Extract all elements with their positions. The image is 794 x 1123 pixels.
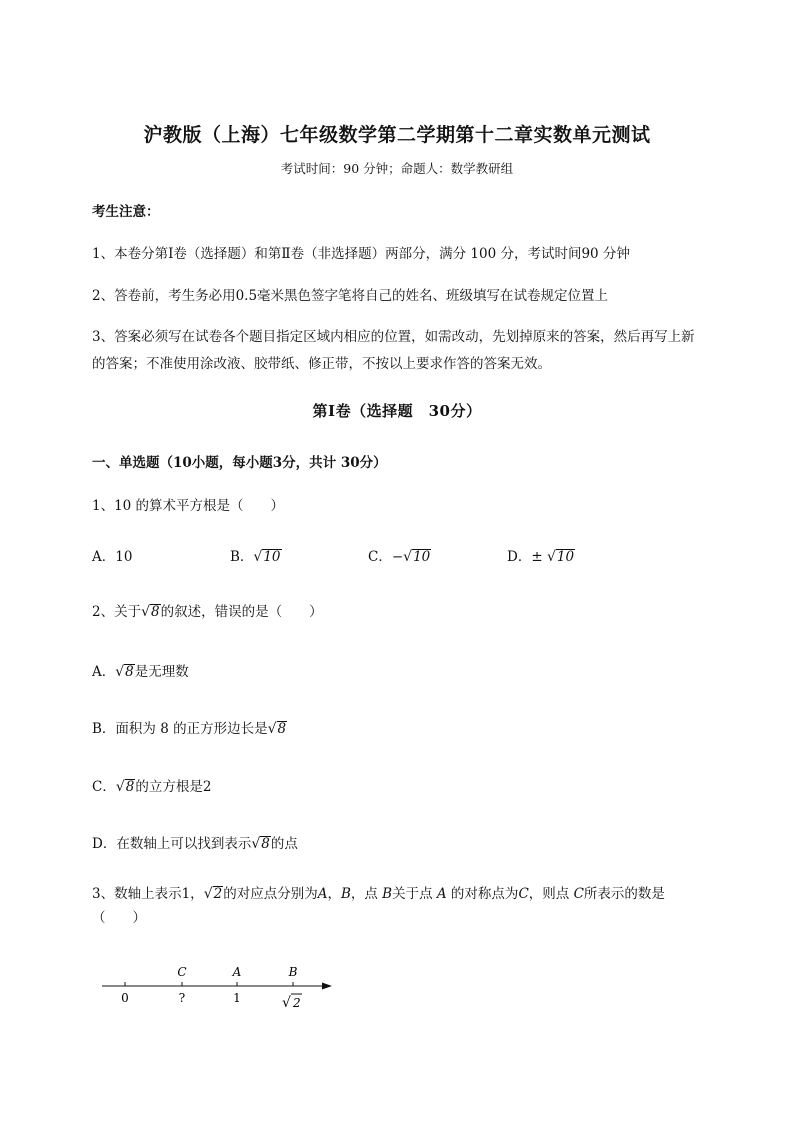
q3-answer-paren: （ ） (92, 910, 146, 926)
q2-option-c-label: C． (92, 779, 116, 795)
q3-stem-mid3: 关于点 (392, 886, 437, 902)
q1-option-c (368, 545, 431, 565)
sqrt-sign: √ (251, 836, 261, 852)
q3-stem-pre: 3、数轴上表示1， (92, 886, 204, 902)
q2-option-a-label: A． (92, 664, 116, 680)
tick-label-sqrt2 (282, 994, 302, 1011)
sqrt-sign: √ (253, 549, 263, 565)
q3-stem-end: 所表示的数是 (583, 886, 665, 902)
notice-heading: 考生注意： (92, 204, 160, 220)
tick-label-0: 0 (121, 991, 129, 1005)
arrow-head-icon (322, 983, 332, 990)
q3-stem-mid1: 的对应点分别为 (223, 886, 318, 902)
q1-option-b (230, 545, 282, 565)
q1-option-a-text: 10 (115, 549, 133, 565)
q2-option-b-text: B．面积为 8 的正方形边长是 (92, 721, 268, 737)
sqrt-expression (115, 664, 135, 680)
sqrt-expression (268, 721, 288, 737)
q1-option-b-label: B． (230, 549, 254, 565)
sqrt-sign: √ (546, 549, 556, 565)
figure-label-b: B (288, 965, 298, 979)
point-a-label: A (317, 886, 328, 902)
point-b-label: B (382, 886, 393, 902)
q2-stem-post: 的叙述，错误的是（ ） (160, 604, 323, 620)
sqrt-expression (116, 779, 136, 795)
part-heading: 一、单选题（10小题，每小题3分，共计 30分） (92, 455, 387, 471)
tick-label-1: 1 (233, 991, 241, 1005)
q2-option-d-text-pre: D．在数轴上可以找到表示 (92, 836, 252, 852)
q1-option-a-label: A． (92, 549, 116, 565)
notice-item-1: 1、本卷分第Ⅰ卷（选择题）和第Ⅱ卷（非选择题）两部分，满分 100 分，考试时间90 分钟 (92, 246, 630, 262)
q3-stem-post: ，则点 (528, 886, 574, 902)
notice-item-2: 2、答卷前，考生务必用0.5毫米黑色签字笔将自己的姓名、班级填写在试卷规定位置上 (92, 288, 609, 304)
radicand: 10 (263, 549, 281, 565)
sqrt-expression (253, 549, 281, 565)
sqrt-sign: √ (115, 779, 125, 795)
notice-item-3-line-2: 的答案；不准使用涂改液、胶带纸、修正带，不按以上要求作答的答案无效。 (92, 356, 551, 372)
q2-option-a (92, 660, 189, 680)
q3-stem-mid4: 的对称点为 (446, 886, 519, 902)
q2-option-d (92, 832, 298, 852)
tick-label-unknown: ? (178, 991, 186, 1005)
radicand: 10 (413, 549, 431, 565)
sqrt-sign: √ (203, 886, 213, 902)
sqrt-expression (251, 836, 271, 852)
plus-minus-sign: ± (531, 549, 543, 565)
minus-sign: − (391, 549, 404, 565)
question-1-stem: 1、10 的算术平方根是（ ） (92, 498, 285, 514)
radicand: 2 (293, 996, 301, 1010)
radicand: 8 (125, 664, 134, 680)
sqrt-sign: √ (282, 995, 291, 1011)
sqrt-expression (403, 549, 431, 565)
sqrt-sign: √ (403, 549, 413, 565)
sqrt-sign: √ (141, 604, 151, 620)
figure-label-c: C (177, 965, 187, 979)
sqrt-expression (547, 549, 575, 565)
q3-sep: ， (327, 886, 341, 902)
q1-option-a (92, 545, 132, 565)
number-line-figure (96, 955, 346, 1015)
radicand: 8 (261, 836, 270, 852)
sqrt-sign: √ (115, 664, 125, 680)
section-title: 第Ⅰ卷（选择题 30分） (312, 402, 482, 420)
sqrt-expression (204, 886, 224, 902)
figure-label-a: A (232, 965, 242, 979)
notice-item-3-line-1: 3、答案必须写在试卷各个题目指定区域内相应的位置，如需改动，先划掉原来的答案，然后再写上新 (92, 329, 695, 345)
radicand: 10 (556, 549, 575, 565)
point-a-label: A (436, 886, 447, 902)
radicand: 8 (125, 779, 135, 795)
question-3-stem (92, 882, 665, 902)
q3-stem-mid2: ，点 (350, 886, 383, 902)
q2-option-d-text-post: 的点 (270, 836, 298, 852)
q1-option-d-label: D． (507, 549, 532, 565)
page-title: 沪教版（上海）七年级数学第二学期第十二章实数单元测试 (143, 124, 651, 146)
q1-option-c-label: C． (368, 549, 392, 565)
q1-option-d (507, 545, 575, 565)
point-b-label: B (340, 886, 351, 902)
q2-option-b (92, 717, 287, 737)
radicand: 8 (151, 604, 160, 620)
radicand: 8 (277, 721, 287, 737)
point-c-label: C (518, 886, 529, 902)
question-2-stem (92, 600, 323, 620)
q2-option-a-text: 是无理数 (134, 664, 189, 680)
sqrt-expression (141, 604, 161, 620)
sqrt-sign: √ (267, 721, 277, 737)
exam-info: 考试时间：90 分钟；命题人：数学教研组 (280, 161, 514, 176)
point-c-label: C (573, 886, 584, 902)
q2-option-c-text: 的立方根是2 (135, 779, 212, 795)
q2-stem-pre: 2、关于 (92, 604, 142, 620)
radicand: 2 (213, 886, 223, 902)
q2-option-c (92, 775, 211, 795)
